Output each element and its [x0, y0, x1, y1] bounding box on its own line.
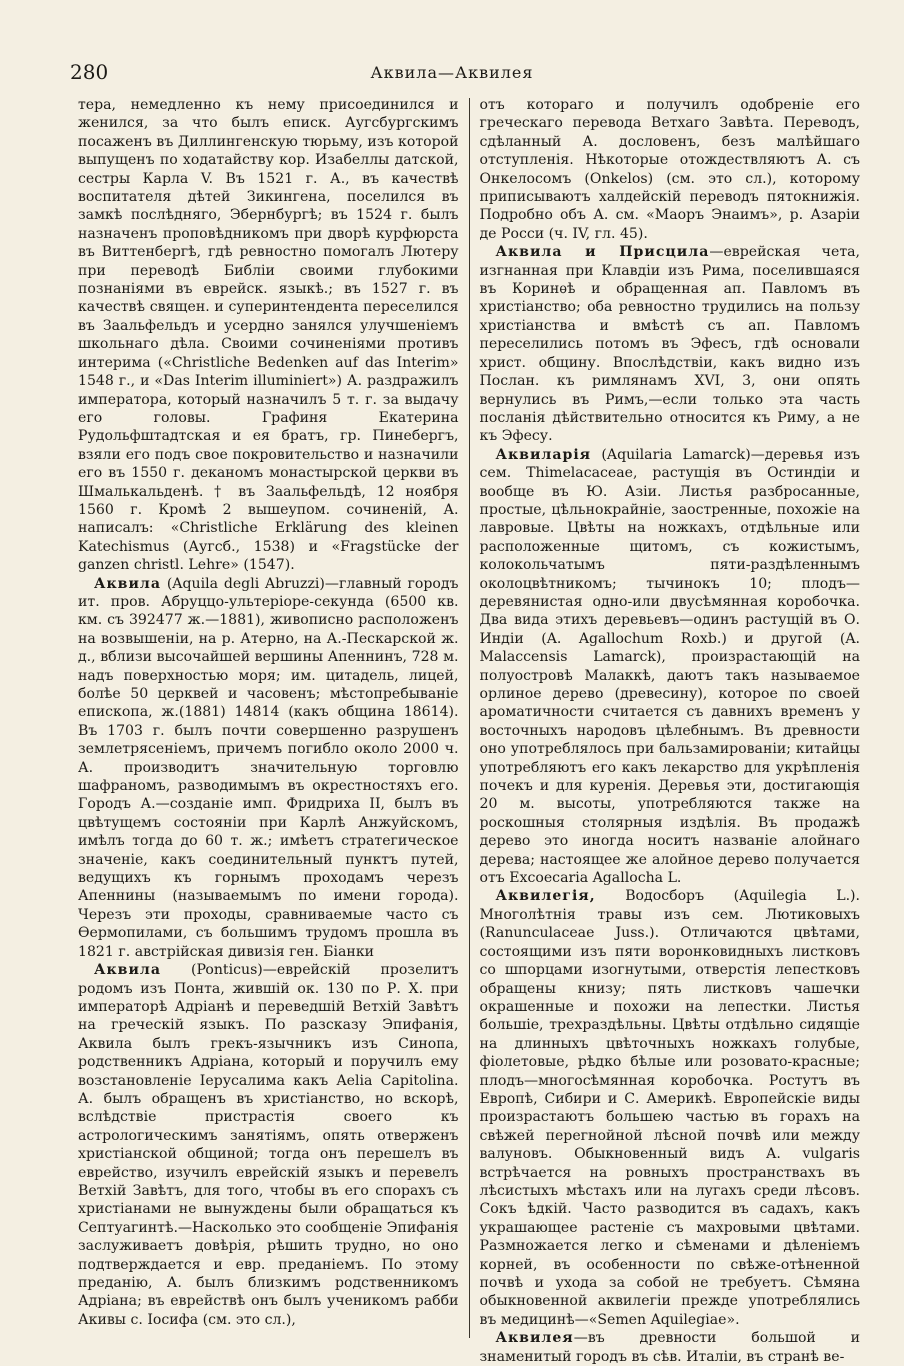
entry-aquila-city [78, 575, 459, 962]
entry-aquila-priscilla [480, 243, 861, 445]
entry-text: —въ древности большой и знаменитый городъ въ сѣв. Италіи, въ странѣ ве- [479, 1330, 861, 1365]
entry-headword: Аквила [94, 575, 161, 592]
page-number: 280 [70, 60, 109, 84]
entry-headword: Аквиларія [495, 446, 592, 463]
running-head: Аквила—Аквилея [370, 63, 534, 82]
entry-text: (Aquila degli Abruzzi)—главный городъ ит. пров. Абруццо-ультеріоре-секунда (6500 кв. км. съ 392477 ж.—1881), живописно расположенъ на возвышеніи, на р. Атерно, на А.-Пескарской ж. д., вблизи высочайшей вершины Апеннинъ, 728 м. надъ поверхностью моря; им. цитадель, лицей, болѣе 50 церквей и часовенъ; мѣстопребываніе епископа, ж.(1881) 14814 (какъ община 18614). Въ 1703 г. былъ почти совершенно разрушенъ землетрясеніемъ, причемъ погибло около 2000 ч. А. производитъ значительную торговлю шафраномъ, разводимымъ въ окрестностяхъ его. Городъ А.—созданіе имп. Фридриха II, былъ въ цвѣтущемъ состояніи при Карлѣ Анжуйскомъ, имѣлъ тогда до 60 т. ж.; имѣетъ стратегическое значеніе, какъ соединительный пунктъ путей, ведущихъ къ горнымъ проходамъ черезъ Апеннины (называемымъ по имени города). Черезъ эти проходы, сравниваемые часто съ Ѳермопилами, съ большимъ трудомъ прошла въ 1821 г. австрійская дивизія ген. Біанки [78, 575, 459, 960]
entry-continuation [480, 96, 861, 243]
right-column [470, 96, 861, 1365]
entry-text: тера, немедленно къ нему присоединился и женился, за что былъ еписк. Аугсбургскимъ посаженъ въ Диллингенскую тюрьму, изъ которой выпущенъ по ходатайству кор. Изабеллы датской, сестры Карла V. Въ 1521 г. А., въ качествѣ воспитателя дѣтей Зикингена, поселился въ замкѣ послѣдняго, Эбернбургѣ; въ 1524 г. былъ назначенъ проповѣдникомъ при дворѣ курфюрста въ Виттенбергѣ, гдѣ ревностно помогалъ Лютеру при переводѣ Библіи своими глубокими познаніями въ еврейск. языкѣ.; въ 1527 г. въ качествѣ священ. и суперинтендента переселился въ Заальфельдъ и усердно занялся улучшеніемъ школьнаго дѣла. Своими сочиненіями противъ интерима («Christliche Bedenken auf das Interim» 1548 г., и «Das Interim illuminiert») А. раздражилъ императора, который назначилъ 5 т. г. за выдачу его головы. Графиня Екатерина Рудольфштадтская и ея братъ, гр. Пинебергъ, взяли его подъ свое покровительство и назначили его въ 1550 г. деканомъ монастырской церкви въ Шмалькальденѣ. † въ Заальфельдѣ, 12 ноября 1560 г. Кромѣ 2 вышеупом. сочиненій, А. написалъ: «Christliche Erklärung des kleinen Katechismus (Аугсб., 1538) и «Fragstücke der ganzen christl. Lehre» (1547). [78, 97, 459, 574]
entry-headword: Аквилегія, [495, 888, 596, 905]
entry-continuation [78, 96, 459, 575]
two-column-body [78, 96, 861, 1365]
entry-text: (Aquilaria Lamarck)—деревья изъ сем. Thimelacaceae, растущія въ Остиндіи и вообще въ Ю. Азіи. Листья разбросанные, простые, цѣльнокрайніе, заостренные, похожіе на лавровые. Цвѣты на ножкахъ, отдѣльные или расположенные щитомъ, съ кожистымъ, колокольчатымъ пяти-раздѣленнымъ околоцвѣтникомъ; тычинокъ 10; плодъ—деревянистая одно-или двусѣмянная коробочка. Два вида этихъ деревьевъ—одинъ растущій въ О. Индіи (A. Agallochum Roxb.) и другой (A. Malaccensis Lamarck), произрастающій на полуостровѣ Малаккѣ, даютъ такъ называемое орлиное дерево (древесину), которое по своей ароматичности считается съ давнихъ временъ у восточныхъ народовъ цѣлебнымъ. Въ древности оно употреблялось при бальзамированіи; китайцы употребляютъ его какъ лекарство для укрѣпленія почекъ и для куренія. Деревья эти, достигающія 20 м. высоты, употребляются также на роскошныя столярныя издѣлія. Въ продажѣ дерево это иногда носитъ названіе алойнаго дерева; настоящее же алойное дерево получается отъ Excoecaria Agallocha L. [479, 446, 861, 887]
entry-text: отъ котораго и получилъ одобреніе его греческаго перевода Ветхаго Завѣта. Переводъ, сдѣланный А. дословенъ, безъ малѣйшаго отступленія. Нѣкоторые отождествляютъ А. съ Онкелосомъ (Onkelos) (см. это сл.), которому приписываютъ халдейскій переводъ пятокнижія. Подробно объ А. см. «Маоръ Энаимъ», р. Азаріи де Росси (ч. IV, гл. 45). [479, 97, 861, 242]
entry-text: —еврейская чета, изгнанная при Клавдіи изъ Рима, поселившаяся въ Коринѳѣ и обращенная ап. Павломъ въ христіанство; оба ревностно трудились на пользу христіанства и вмѣстѣ съ ап. Павломъ переселились потомъ въ Эфесъ, гдѣ основали христ. общину. Впослѣдствіи, какъ видно изъ Послан. къ римлянамъ XVI, 3, они опять вернулись въ Римъ,—если только эта часть посланія дѣйствительно относится къ Риму, а не къ Эфесу. [479, 244, 861, 445]
entry-aquileia [480, 1329, 861, 1366]
entry-aquilegia [480, 887, 861, 1329]
entry-aquilaria [480, 446, 861, 888]
entry-aquila-ponticus [78, 961, 459, 1329]
entry-headword: Аквилея [495, 1330, 574, 1347]
entry-text: (Ponticus)—еврейскій прозелитъ родомъ изъ Понта, жившій ок. 130 по Р. Х. при императорѣ Адріанѣ и переведшій Ветхій Завѣтъ на греческій языкъ. По разсказу Эпифанія, Аквила былъ грекъ-язычникъ изъ Синопа, родственникъ Адріана, который и поручилъ ему возстановленіе Іерусалима какъ Aelia Capitolina. А. былъ обращенъ въ христіанство, но вскорѣ, вслѣдствіе пристрастія своего къ астрологическимъ занятіямъ, опять отверженъ христіанской общиной; тогда онъ перешелъ въ еврейство, изучилъ еврейскій языкъ и перевелъ Ветхій Завѣтъ, для того, чтобы въ его спорахъ съ христіанами не вынуждены были обращаться къ Септуагинтѣ.—Насколько это сообщеніе Эпифанія заслуживаетъ довѣрія, рѣшить трудно, но оно подтверждается и евр. преданіемъ. По этому преданію, А. былъ близкимъ родственникомъ Адріана; въ еврействѣ онъ былъ ученикомъ рабби Акивы с. Іосифа (см. это сл.), [78, 962, 459, 1328]
entry-text: Водосборъ (Aquilegia L.). Многолѣтнія травы изъ сем. Лютиковыхъ (Ranunculaceae Juss.). Отличаются цвѣтами, состоящими изъ пяти воронковидныхъ листковъ со шпорцами изогнутыми, отверстія лепестковъ обращены книзу; пять листковъ чашечки окрашенные и похожи на лепестки. Листья большіе, трехраздѣльны. Цвѣты отдѣльно сидящіе на длинныхъ цвѣточныхъ ножкахъ голубые, фіолетовые, рѣдко бѣлые или розовато-красные; плодъ—многосѣмянная коробочка. Ростутъ въ Европѣ, Сибири и С. Америкѣ. Европейскіе виды произрастаютъ большею частью въ горахъ на свѣжей перегнойной лѣсной почвѣ или между валуновъ. Обыкновенный видъ A. vulgaris встрѣчается на ровныхъ пространствахъ въ лѣсистыхъ мѣстахъ или на лугахъ среди лѣсовъ. Сокъ ѣдкій. Часто разводится въ садахъ, какъ украшающее растеніе съ махровыми цвѣтами. Размножается легко и сѣменами и дѣленіемъ корней, въ особенности по свѣже-отѣненной почвѣ и ухода за собой не требуетъ. Сѣмяна обыкновенной аквилегіи прежде употреблялись въ медицинѣ—«Semen Aquilegiae». [479, 888, 861, 1328]
entry-headword: Аквила и Присцила [495, 244, 710, 261]
entry-headword: Аквила [94, 962, 161, 979]
left-column [78, 96, 469, 1351]
